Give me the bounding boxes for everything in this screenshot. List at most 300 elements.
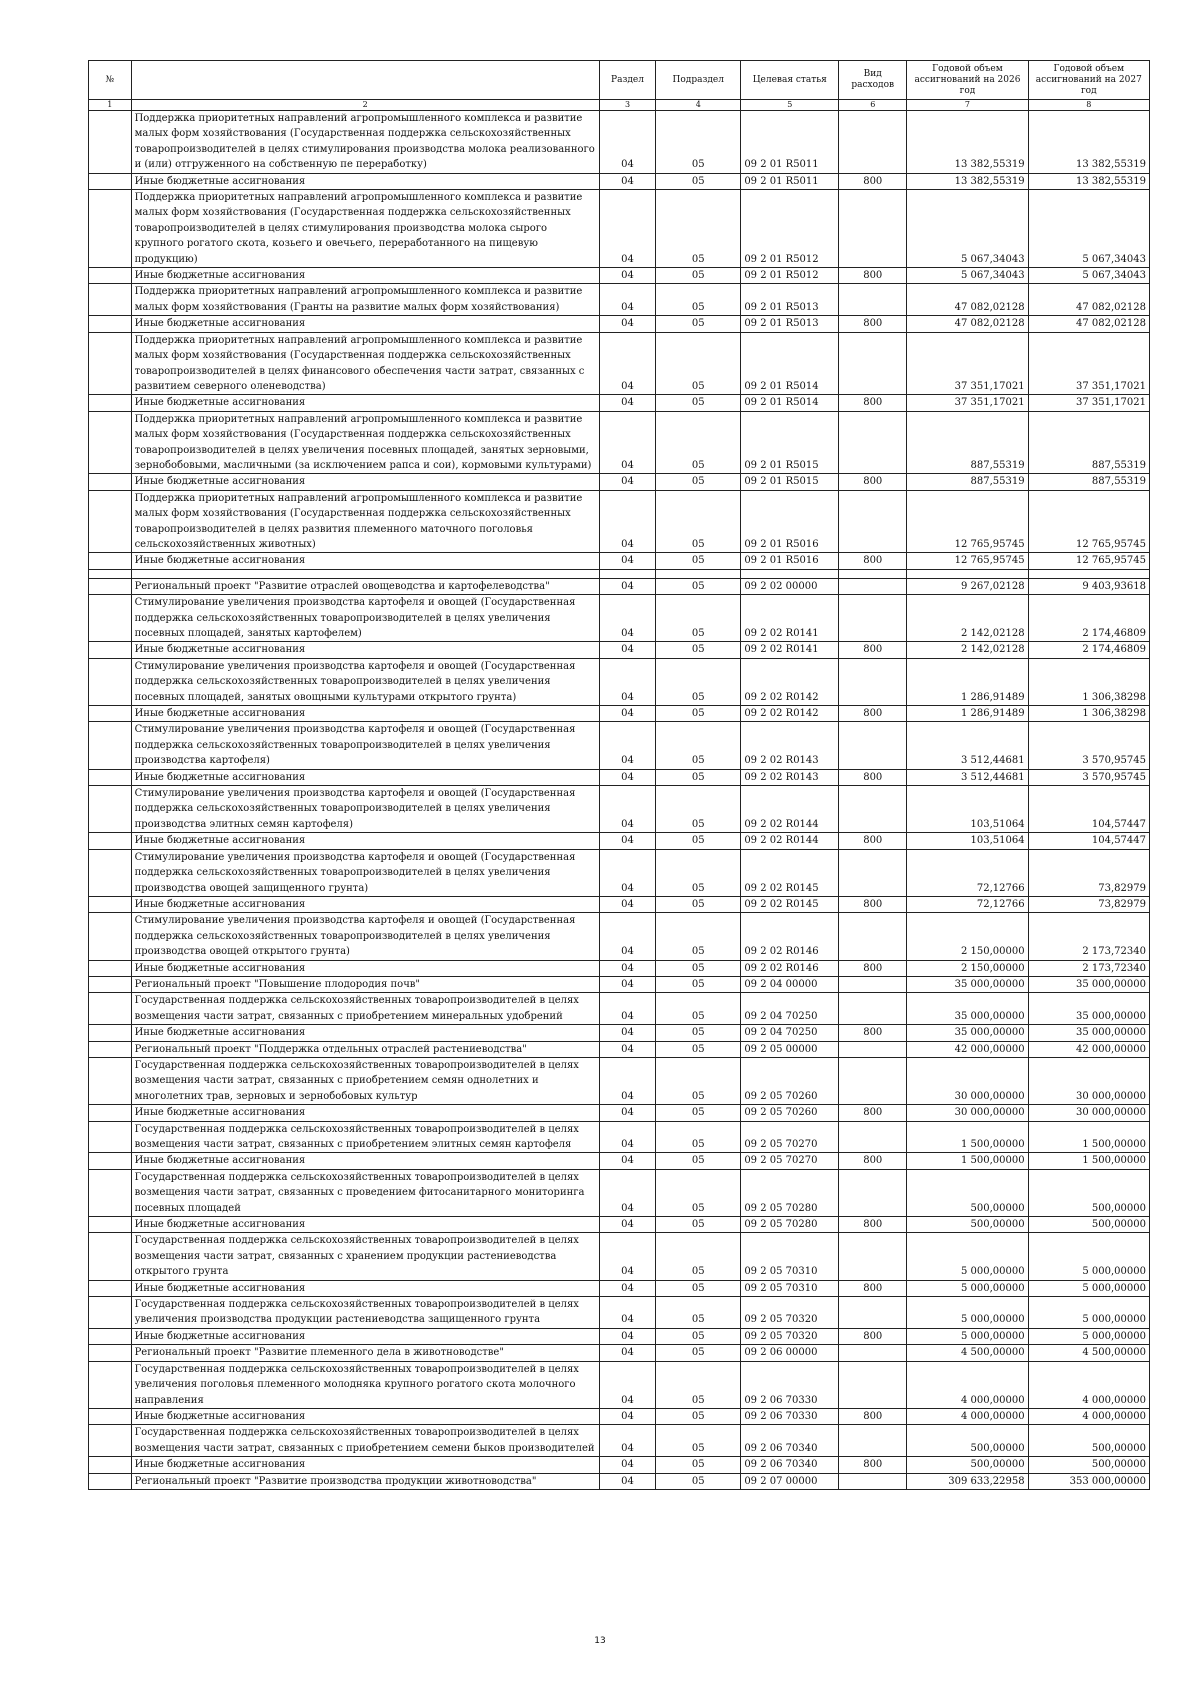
row-subsection: 05	[656, 993, 741, 1025]
row-number	[89, 1457, 132, 1473]
row-name: Иные бюджетные ассигнования	[131, 173, 599, 189]
row-amount-2026: 13 382,55319	[907, 173, 1028, 189]
row-amount-2027: 5 000,00000	[1028, 1297, 1149, 1329]
row-target-article: 09 2 02 00000	[741, 578, 839, 594]
row-subsection: 05	[656, 190, 741, 268]
row-section: 04	[599, 769, 655, 785]
row-amount-2027: 47 082,02128	[1028, 316, 1149, 332]
row-amount-2026	[907, 569, 1028, 578]
row-section: 04	[599, 268, 655, 284]
table-row	[89, 569, 1150, 578]
row-target-article: 09 2 05 70260	[741, 1057, 839, 1104]
col-header-name	[131, 61, 599, 100]
row-number	[89, 1361, 132, 1408]
budget-table-page	[88, 60, 1150, 1490]
table-row	[89, 553, 1150, 569]
row-subsection: 05	[656, 706, 741, 722]
row-subsection: 05	[656, 769, 741, 785]
row-name: Региональный проект "Поддержка отдельных отраслей растениеводства"	[131, 1041, 599, 1057]
row-number	[89, 569, 132, 578]
row-subsection: 05	[656, 284, 741, 316]
table-row	[89, 1297, 1150, 1329]
row-target-article: 09 2 02 R0145	[741, 849, 839, 896]
row-name: Иные бюджетные ассигнования	[131, 553, 599, 569]
row-amount-2026: 500,00000	[907, 1169, 1028, 1216]
row-section: 04	[599, 1041, 655, 1057]
row-target-article: 09 2 01 R5015	[741, 411, 839, 474]
row-target-article: 09 2 05 70310	[741, 1280, 839, 1296]
row-amount-2026: 4 000,00000	[907, 1408, 1028, 1424]
row-subsection: 05	[656, 722, 741, 769]
row-number	[89, 190, 132, 268]
row-amount-2027: 104,57447	[1028, 833, 1149, 849]
row-name: Поддержка приоритетных направлений агропромышленного комплекса и развитие малых форм хозяйствования (Государственная поддержка сельскохозяйственных товаропроизводителей в целях финансового обеспечения части затрат, связанных с развитием северного оленеводства)	[131, 332, 599, 395]
row-section: 04	[599, 896, 655, 912]
row-number	[89, 913, 132, 960]
row-target-article: 09 2 05 70310	[741, 1233, 839, 1280]
row-number	[89, 1425, 132, 1457]
row-amount-2026: 500,00000	[907, 1425, 1028, 1457]
table-row	[89, 1361, 1150, 1408]
row-amount-2027: 2 173,72340	[1028, 913, 1149, 960]
row-number	[89, 833, 132, 849]
table-row	[89, 786, 1150, 833]
row-expense-type: 800	[839, 642, 907, 658]
table-row	[89, 913, 1150, 960]
row-target-article: 09 2 02 R0143	[741, 769, 839, 785]
table-row	[89, 769, 1150, 785]
row-amount-2027: 104,57447	[1028, 786, 1149, 833]
row-expense-type: 800	[839, 1280, 907, 1296]
row-target-article: 09 2 05 00000	[741, 1041, 839, 1057]
row-subsection: 05	[656, 173, 741, 189]
row-section: 04	[599, 316, 655, 332]
row-section: 04	[599, 111, 655, 174]
row-number	[89, 1153, 132, 1169]
row-name: Государственная поддержка сельскохозяйственных товаропроизводителей в целях возмещения части затрат, связанных с приобретением элитных семян картофеля	[131, 1121, 599, 1153]
row-subsection: 05	[656, 1169, 741, 1216]
row-amount-2026: 5 067,34043	[907, 190, 1028, 268]
row-expense-type	[839, 849, 907, 896]
row-target-article: 09 2 05 70280	[741, 1217, 839, 1233]
row-expense-type	[839, 1169, 907, 1216]
row-number	[89, 578, 132, 594]
row-number	[89, 268, 132, 284]
row-subsection: 05	[656, 1121, 741, 1153]
row-expense-type	[839, 1041, 907, 1057]
row-expense-type	[839, 1361, 907, 1408]
table-row	[89, 1057, 1150, 1104]
table-row	[89, 722, 1150, 769]
table-row	[89, 833, 1150, 849]
row-section: 04	[599, 722, 655, 769]
row-name: Государственная поддержка сельскохозяйственных товаропроизводителей в целях возмещения части затрат, связанных с приобретением семени быков производителей	[131, 1425, 599, 1457]
row-section: 04	[599, 849, 655, 896]
table-row	[89, 1025, 1150, 1041]
row-amount-2027: 13 382,55319	[1028, 111, 1149, 174]
row-section: 04	[599, 833, 655, 849]
row-amount-2027: 37 351,17021	[1028, 395, 1149, 411]
row-subsection: 05	[656, 332, 741, 395]
row-expense-type	[839, 190, 907, 268]
row-expense-type: 800	[839, 706, 907, 722]
row-amount-2027: 5 000,00000	[1028, 1328, 1149, 1344]
row-target-article: 09 2 01 R5016	[741, 490, 839, 553]
row-amount-2026: 12 765,95745	[907, 490, 1028, 553]
table-row	[89, 268, 1150, 284]
row-target-article: 09 2 02 R0146	[741, 960, 839, 976]
row-section: 04	[599, 595, 655, 642]
row-name: Иные бюджетные ассигнования	[131, 1328, 599, 1344]
row-section: 04	[599, 490, 655, 553]
row-section: 04	[599, 960, 655, 976]
row-section: 04	[599, 1105, 655, 1121]
row-amount-2027: 887,55319	[1028, 411, 1149, 474]
row-subsection: 05	[656, 913, 741, 960]
row-name: Иные бюджетные ассигнования	[131, 769, 599, 785]
row-expense-type	[839, 913, 907, 960]
row-subsection: 05	[656, 1457, 741, 1473]
row-expense-type	[839, 1297, 907, 1329]
row-name: Поддержка приоритетных направлений агропромышленного комплекса и развитие малых форм хозяйствования (Государственная поддержка сельскохозяйственных товаропроизводителей в целях развития племенного маточного поголовья сельскохозяйственных животных)	[131, 490, 599, 553]
row-amount-2027: 1 500,00000	[1028, 1153, 1149, 1169]
row-section: 04	[599, 1328, 655, 1344]
row-subsection: 05	[656, 1361, 741, 1408]
table-row	[89, 1457, 1150, 1473]
row-number	[89, 411, 132, 474]
row-subsection: 05	[656, 1105, 741, 1121]
row-amount-2026: 35 000,00000	[907, 993, 1028, 1025]
row-amount-2027: 73,82979	[1028, 849, 1149, 896]
row-subsection: 05	[656, 111, 741, 174]
table-row	[89, 1217, 1150, 1233]
row-target-article: 09 2 01 R5015	[741, 474, 839, 490]
row-section: 04	[599, 1153, 655, 1169]
row-name: Иные бюджетные ассигнования	[131, 1025, 599, 1041]
row-name: Государственная поддержка сельскохозяйственных товаропроизводителей в целях возмещения части затрат, связанных с хранением продукции растениеводства открытого грунта	[131, 1233, 599, 1280]
row-amount-2027: 1 306,38298	[1028, 658, 1149, 705]
row-target-article: 09 2 01 R5012	[741, 190, 839, 268]
row-expense-type	[839, 411, 907, 474]
row-name: Стимулирование увеличения производства картофеля и овощей (Государственная поддержка сельскохозяйственных товаропроизводителей в целях увеличения производства овощей защищенного грунта)	[131, 849, 599, 896]
row-section: 04	[599, 1457, 655, 1473]
row-name: Иные бюджетные ассигнования	[131, 395, 599, 411]
row-subsection: 05	[656, 833, 741, 849]
row-target-article: 09 2 07 00000	[741, 1473, 839, 1489]
row-name: Иные бюджетные ассигнования	[131, 1408, 599, 1424]
row-amount-2027: 4 000,00000	[1028, 1408, 1149, 1424]
row-number	[89, 1217, 132, 1233]
row-number	[89, 896, 132, 912]
row-amount-2026: 2 142,02128	[907, 642, 1028, 658]
row-section: 04	[599, 1169, 655, 1216]
row-amount-2026: 72,12766	[907, 849, 1028, 896]
row-amount-2027: 1 500,00000	[1028, 1121, 1149, 1153]
row-expense-type	[839, 1425, 907, 1457]
row-amount-2026: 35 000,00000	[907, 1025, 1028, 1041]
row-expense-type: 800	[839, 553, 907, 569]
row-subsection: 05	[656, 316, 741, 332]
row-amount-2026: 72,12766	[907, 896, 1028, 912]
table-row	[89, 1153, 1150, 1169]
row-subsection: 05	[656, 553, 741, 569]
row-name: Государственная поддержка сельскохозяйственных товаропроизводителей в целях увеличения поголовья племенного молодняка крупного рогатого скота молочного направления	[131, 1361, 599, 1408]
row-amount-2026: 4 000,00000	[907, 1361, 1028, 1408]
row-section: 04	[599, 786, 655, 833]
table-row	[89, 1328, 1150, 1344]
row-target-article: 09 2 02 R0142	[741, 706, 839, 722]
row-amount-2027: 500,00000	[1028, 1457, 1149, 1473]
row-section: 04	[599, 1121, 655, 1153]
row-subsection: 05	[656, 960, 741, 976]
row-amount-2026: 37 351,17021	[907, 332, 1028, 395]
row-section: 04	[599, 1233, 655, 1280]
row-number	[89, 1057, 132, 1104]
row-amount-2027: 35 000,00000	[1028, 993, 1149, 1025]
row-amount-2027: 12 765,95745	[1028, 553, 1149, 569]
row-section: 04	[599, 173, 655, 189]
row-name: Поддержка приоритетных направлений агропромышленного комплекса и развитие малых форм хозяйствования (Гранты на развитие малых форм хозяйствования)	[131, 284, 599, 316]
row-subsection: 05	[656, 976, 741, 992]
row-expense-type: 800	[839, 268, 907, 284]
row-name	[131, 569, 599, 578]
row-amount-2027: 42 000,00000	[1028, 1041, 1149, 1057]
row-amount-2027: 5 000,00000	[1028, 1233, 1149, 1280]
row-amount-2026: 3 512,44681	[907, 722, 1028, 769]
row-section: 04	[599, 1361, 655, 1408]
row-amount-2027: 4 000,00000	[1028, 1361, 1149, 1408]
table-row	[89, 411, 1150, 474]
table-body	[89, 111, 1150, 1490]
row-amount-2026: 35 000,00000	[907, 976, 1028, 992]
row-number	[89, 960, 132, 976]
row-section: 04	[599, 332, 655, 395]
row-number	[89, 395, 132, 411]
row-subsection: 05	[656, 658, 741, 705]
row-amount-2026: 5 000,00000	[907, 1233, 1028, 1280]
row-amount-2026: 103,51064	[907, 786, 1028, 833]
row-amount-2026: 309 633,22958	[907, 1473, 1028, 1489]
row-target-article: 09 2 04 70250	[741, 993, 839, 1025]
row-subsection: 05	[656, 578, 741, 594]
row-amount-2026: 887,55319	[907, 474, 1028, 490]
table-row	[89, 658, 1150, 705]
row-amount-2027: 5 000,00000	[1028, 1280, 1149, 1296]
row-subsection: 05	[656, 395, 741, 411]
row-name: Поддержка приоритетных направлений агропромышленного комплекса и развитие малых форм хозяйствования (Государственная поддержка сельскохозяйственных товаропроизводителей в целях стимулирования производства молока реализованного и (или) отгруженного на собственную пе переработку)	[131, 111, 599, 174]
row-amount-2026: 5 067,34043	[907, 268, 1028, 284]
row-section: 04	[599, 578, 655, 594]
row-number	[89, 786, 132, 833]
row-amount-2027: 887,55319	[1028, 474, 1149, 490]
row-expense-type	[839, 786, 907, 833]
row-target-article: 09 2 01 R5016	[741, 553, 839, 569]
row-subsection: 05	[656, 595, 741, 642]
table-row	[89, 1041, 1150, 1057]
row-amount-2026: 2 150,00000	[907, 913, 1028, 960]
table-row	[89, 490, 1150, 553]
row-subsection: 05	[656, 896, 741, 912]
row-amount-2026: 103,51064	[907, 833, 1028, 849]
row-number	[89, 595, 132, 642]
row-expense-type: 800	[839, 395, 907, 411]
row-target-article: 09 2 01 R5013	[741, 284, 839, 316]
row-number	[89, 1280, 132, 1296]
row-amount-2026: 2 142,02128	[907, 595, 1028, 642]
row-subsection: 05	[656, 268, 741, 284]
row-expense-type: 800	[839, 1328, 907, 1344]
row-number	[89, 284, 132, 316]
row-subsection: 05	[656, 1345, 741, 1361]
table-row	[89, 395, 1150, 411]
table-row	[89, 1280, 1150, 1296]
row-target-article: 09 2 05 70280	[741, 1169, 839, 1216]
row-expense-type	[839, 490, 907, 553]
row-target-article: 09 2 02 R0144	[741, 833, 839, 849]
row-target-article	[741, 569, 839, 578]
col-number: 2	[131, 100, 599, 111]
row-number	[89, 1169, 132, 1216]
table-row	[89, 896, 1150, 912]
row-expense-type: 800	[839, 1025, 907, 1041]
col-header-section: Раздел	[599, 61, 655, 100]
row-target-article: 09 2 06 00000	[741, 1345, 839, 1361]
row-target-article: 09 2 05 70320	[741, 1328, 839, 1344]
row-expense-type: 800	[839, 896, 907, 912]
row-section: 04	[599, 1057, 655, 1104]
row-name: Поддержка приоритетных направлений агропромышленного комплекса и развитие малых форм хозяйствования (Государственная поддержка сельскохозяйственных товаропроизводителей в целях стимулирования производства молока сырого крупного рогатого скота, козьего и овечьего, переработанного на пищевую продукцию)	[131, 190, 599, 268]
row-subsection: 05	[656, 1297, 741, 1329]
row-amount-2027: 35 000,00000	[1028, 976, 1149, 992]
row-amount-2026: 3 512,44681	[907, 769, 1028, 785]
row-subsection: 05	[656, 1408, 741, 1424]
col-header-subsection: Подраздел	[656, 61, 741, 100]
row-number	[89, 976, 132, 992]
row-number	[89, 490, 132, 553]
row-expense-type	[839, 332, 907, 395]
row-target-article: 09 2 01 R5014	[741, 332, 839, 395]
row-expense-type: 800	[839, 1457, 907, 1473]
row-target-article: 09 2 01 R5011	[741, 173, 839, 189]
row-amount-2026: 1 286,91489	[907, 706, 1028, 722]
row-name: Иные бюджетные ассигнования	[131, 960, 599, 976]
row-expense-type	[839, 284, 907, 316]
col-header-exp-type: Вид расходов	[839, 61, 907, 100]
row-amount-2026: 1 500,00000	[907, 1121, 1028, 1153]
row-name: Стимулирование увеличения производства картофеля и овощей (Государственная поддержка сельскохозяйственных товаропроизводителей в целях увеличения производства картофеля)	[131, 722, 599, 769]
table-row	[89, 1121, 1150, 1153]
row-amount-2026: 5 000,00000	[907, 1328, 1028, 1344]
row-amount-2027: 5 067,34043	[1028, 268, 1149, 284]
col-number: 5	[741, 100, 839, 111]
row-subsection: 05	[656, 490, 741, 553]
row-number	[89, 1025, 132, 1041]
row-number	[89, 553, 132, 569]
col-header-2026: Годовой объем ассигнований на 2026 год	[907, 61, 1028, 100]
row-number	[89, 1297, 132, 1329]
row-amount-2026: 30 000,00000	[907, 1105, 1028, 1121]
table-row	[89, 960, 1150, 976]
col-header-2027: Годовой объем ассигнований на 2027 год	[1028, 61, 1149, 100]
row-subsection: 05	[656, 1217, 741, 1233]
row-amount-2027: 5 067,34043	[1028, 190, 1149, 268]
row-number	[89, 993, 132, 1025]
row-amount-2026: 1 286,91489	[907, 658, 1028, 705]
row-number	[89, 1328, 132, 1344]
row-section: 04	[599, 395, 655, 411]
col-number: 1	[89, 100, 132, 111]
row-section: 04	[599, 553, 655, 569]
table-row	[89, 706, 1150, 722]
row-section: 04	[599, 658, 655, 705]
row-target-article: 09 2 06 70330	[741, 1361, 839, 1408]
row-amount-2026: 4 500,00000	[907, 1345, 1028, 1361]
row-subsection: 05	[656, 1473, 741, 1489]
table-row	[89, 1425, 1150, 1457]
row-target-article: 09 2 01 R5011	[741, 111, 839, 174]
row-amount-2027: 12 765,95745	[1028, 490, 1149, 553]
row-number	[89, 316, 132, 332]
row-amount-2026: 2 150,00000	[907, 960, 1028, 976]
row-amount-2027: 3 570,95745	[1028, 769, 1149, 785]
row-section: 04	[599, 1408, 655, 1424]
row-subsection: 05	[656, 411, 741, 474]
row-amount-2027: 3 570,95745	[1028, 722, 1149, 769]
row-amount-2027: 353 000,00000	[1028, 1473, 1149, 1489]
row-section: 04	[599, 976, 655, 992]
row-section: 04	[599, 1025, 655, 1041]
row-number	[89, 1408, 132, 1424]
row-expense-type	[839, 595, 907, 642]
row-amount-2027: 2 174,46809	[1028, 595, 1149, 642]
row-number	[89, 1041, 132, 1057]
row-amount-2027: 13 382,55319	[1028, 173, 1149, 189]
row-section: 04	[599, 913, 655, 960]
row-target-article: 09 2 02 R0141	[741, 595, 839, 642]
row-number	[89, 1473, 132, 1489]
row-subsection: 05	[656, 1425, 741, 1457]
row-target-article: 09 2 01 R5012	[741, 268, 839, 284]
table-row	[89, 1408, 1150, 1424]
budget-table	[88, 60, 1150, 1490]
row-amount-2026: 30 000,00000	[907, 1057, 1028, 1104]
row-expense-type: 800	[839, 1105, 907, 1121]
row-subsection: 05	[656, 1153, 741, 1169]
col-header-target: Целевая статья	[741, 61, 839, 100]
row-number	[89, 474, 132, 490]
row-subsection	[656, 569, 741, 578]
col-number: 3	[599, 100, 655, 111]
row-subsection: 05	[656, 1041, 741, 1057]
row-target-article: 09 2 06 70340	[741, 1425, 839, 1457]
row-section: 04	[599, 706, 655, 722]
table-row	[89, 1105, 1150, 1121]
row-expense-type: 800	[839, 1217, 907, 1233]
row-amount-2026: 500,00000	[907, 1457, 1028, 1473]
row-target-article: 09 2 02 R0146	[741, 913, 839, 960]
row-number	[89, 1121, 132, 1153]
row-target-article: 09 2 02 R0145	[741, 896, 839, 912]
row-amount-2026: 37 351,17021	[907, 395, 1028, 411]
row-name: Иные бюджетные ассигнования	[131, 316, 599, 332]
row-target-article: 09 2 01 R5013	[741, 316, 839, 332]
table-row	[89, 173, 1150, 189]
row-name: Иные бюджетные ассигнования	[131, 833, 599, 849]
row-section: 04	[599, 642, 655, 658]
table-row	[89, 1233, 1150, 1280]
row-target-article: 09 2 05 70270	[741, 1121, 839, 1153]
row-expense-type: 800	[839, 769, 907, 785]
